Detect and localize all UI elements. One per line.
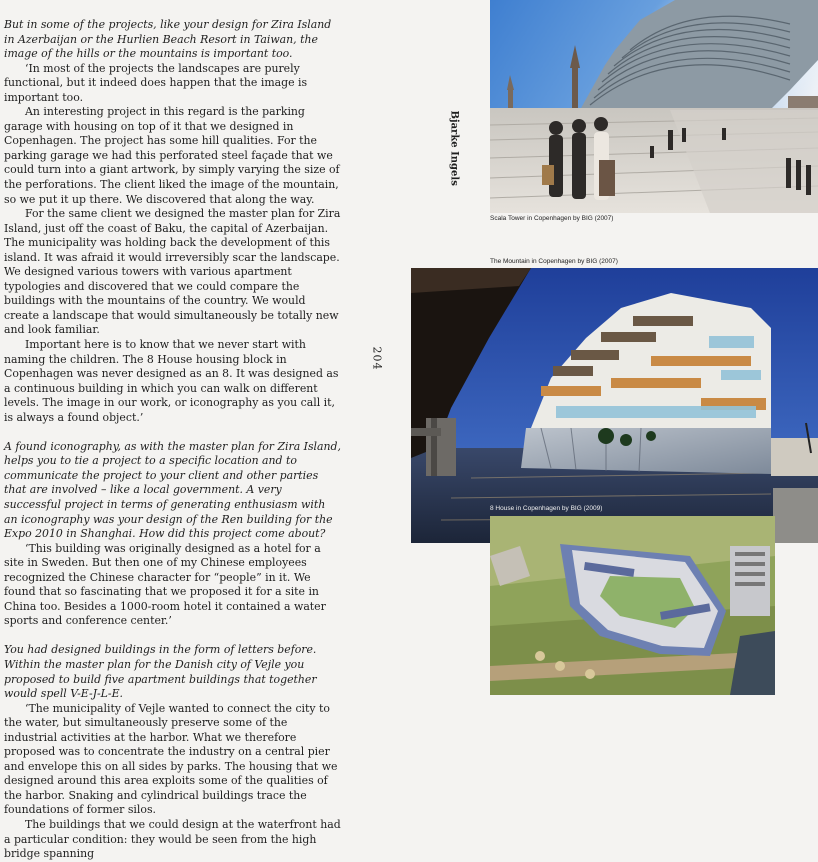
caption-eight-house: 8 House in Copenhagen by BIG (2009)	[490, 505, 603, 512]
paragraph-gap	[4, 629, 342, 644]
page-number: 204	[370, 346, 384, 371]
paragraph-gap	[4, 425, 342, 440]
interview-question: A found iconography, as with the master plan for Zira Island, helps you to tie a project to a specific location and to communicate the project to your client and other parties that are involved – like a local government. A very successful project in terms of generating enthusiasm with an iconography was your design of the Ren building for the Expo 2010 in Shanghai. How did this project come about?	[4, 439, 341, 541]
body-text-column	[4, 18, 342, 862]
interview-answer-paragraph: The buildings that we could design at the waterfront had a particular condition: they would be seen from the high bridge spanning	[4, 817, 341, 861]
interview-question: You had designed buildings in the form of letters before. Within the master plan for the Danish city of Vejle you proposed to build five apartment buildings that together would spell V-E-J-L-E.	[4, 643, 317, 701]
eight-house-photo	[490, 516, 775, 695]
caption-scala-tower: Scala Tower in Copenhagen by BIG (2007)	[490, 215, 614, 222]
running-head-author: Bjarke Ingels	[448, 110, 460, 186]
interview-answer-paragraph: ‘In most of the projects the landscapes are purely functional, but it indeed does happen that the image is important too.	[4, 61, 308, 104]
caption-the-mountain: The Mountain in Copenhagen by BIG (2007)	[490, 258, 618, 265]
interview-answer-paragraph: Important here is to know that we never start with naming the children. The 8 House housing block in Copenhagen was never designed as an 8. It was designed as a continuous building in which you can walk on different levels. The image in our work, or iconography as you call it, is always a found object.’	[4, 338, 339, 424]
interview-question: But in some of the projects, like your design for Zira Island in Azerbaijan or the Hurlien Beach Resort in Taiwan, the image of the hills or the mountains is important too.	[4, 18, 332, 61]
interview-answer-paragraph: ‘The municipality of Vejle wanted to connect the city to the water, but simultaneously preserve some of the industrial activities at the harbor. What we therefore proposed was to concentrate the industry on a central pier and envelope this on all sides by parks. The housing that we designed around this area exploits some of the qualities of the harbor. Snaking and cylindrical buildings trace the foundations of former silos.	[4, 701, 338, 817]
scala-tower-photo	[490, 0, 818, 213]
the-mountain-photo	[411, 268, 818, 543]
interview-answer-paragraph: For the same client we designed the master plan for Zira Island, just off the coast of Baku, the capital of Azerbaijan. The municipality was holding back the development of this island. It was afraid it would irreversibly scar the landscape. We designed various towers with various apartment typologies and discovered that we could compare the buildings with the mountains of the country. We would create a landscape that would simultaneously be totally new and look familiar.	[4, 207, 341, 337]
interview-answer-paragraph: An interesting project in this regard is the parking garage with housing on top of it that we designed in Copenhagen. The project has some hill qualities. For the parking garage we had this perforated steel façade that we could turn into a giant artwork, by simply varying the size of the perforations. The client liked the image of the mountain, so we put it up there. We discovered that along the way.	[4, 105, 340, 206]
interview-answer-paragraph: ‘This building was originally designed as a hotel for a site in Sweden. But then one of my Chinese employees recognized the Chinese character for “people” in it. We found that so fascinating that we proposed it for a site in China too. Besides a 1000-room hotel it contained a water sports and conference center.’	[4, 541, 326, 628]
